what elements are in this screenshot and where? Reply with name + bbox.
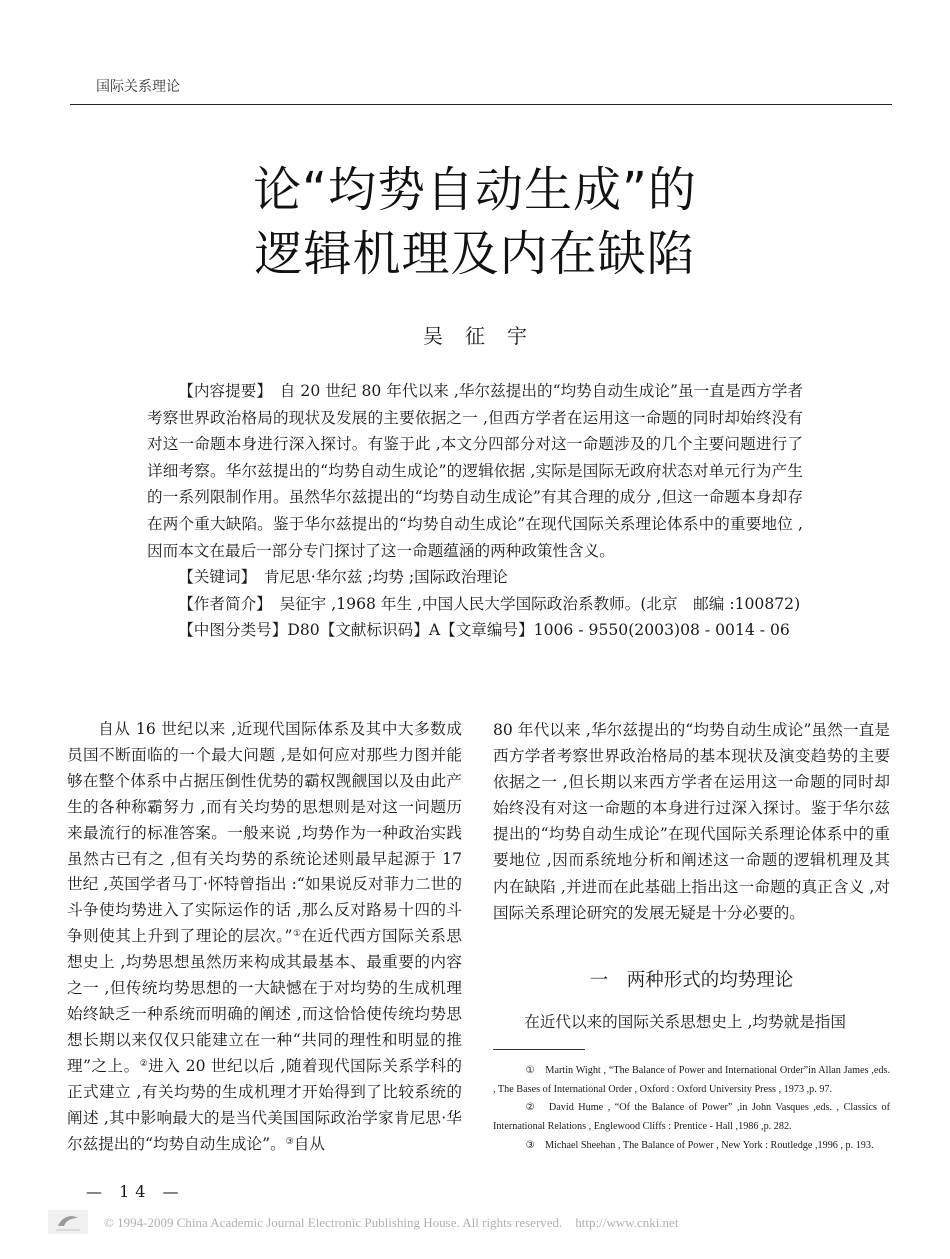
footnote-ref-2[interactable]: ② [139, 1058, 149, 1069]
intro-text-d: 自从 [293, 1134, 325, 1153]
footnote-ref-3[interactable]: ③ [285, 1136, 294, 1147]
abstract-text: 自 20 世纪 80 年代以来 ,华尔兹提出的“均势自动生成论”虽一直是西方学者考察世界政治格局的现状及发展的主要依据之一 ,但西方学者在运用这一命题的同时却始终没有对这一命题本身进行深入探讨。有鉴于此 ,本文分四部分对这一命题涉及的几个主要问题进行了详细考察。华尔兹提出的“均势自动生成论”的逻辑依据 ,实际是国际无政府状态对单元行为产生的一系列限制作用。虽然华尔兹提出的“均势自动生成论”有其合理的成分 ,但这一命题本身却存在两个重大缺陷。鉴于华尔兹提出的“均势自动生成论”在现代国际关系理论体系中的重要地位 ,因而本文在最后一部分专门探讨了这一命题蕴涵的两种政策性含义。 [147, 382, 803, 560]
page-number: — 14 — [86, 1182, 185, 1201]
section-paragraph: 在近代以来的国际关系思想史上 ,均势就是指国 [524, 1013, 846, 1031]
author-name: 吴征宇 [423, 324, 549, 348]
intro-paragraph [67, 717, 462, 1157]
footnote-3 [493, 1137, 890, 1156]
classification-line: 【中图分类号】D80【文献标识码】A【文章编号】1006 - 9550(2003)08 - 0014 - 06 [178, 621, 790, 640]
intro-text-b: 在近代西方国际关系思想史上 ,均势思想虽然历来构成其最基本、最重要的内容之一 ,但传统均势思想的一大缺憾在于对均势的生成机理始终缺乏一种系统而明确的阐述 ,而这恰恰使传统均势思想长期以来仅仅只能建立在一种“共同的理性和明显的推理”之上。 [67, 927, 462, 1075]
abstract-block [147, 378, 803, 644]
copyright-footer: © 1994-2009 China Academic Journal Electronic Publishing House. All rights reserved. http://www.cnki.net [104, 1215, 679, 1230]
continued-paragraph: 80 年代以来 ,华尔兹提出的“均势自动生成论”虽然一直是西方学者考察世界政治格局的基本现状及演变趋势的主要依据之一 ,但长期以来西方学者在运用这一命题的同时却始终没有对这一命题的本身进行过深入探讨。鉴于华尔兹提出的“均势自动生成论”在现代国际关系理论体系中的重要地位 ,因而系统地分析和阐述这一命题的逻辑机理及其内在缺陷 ,并进而在此基础上指出这一命题的真正含义 ,对国际关系理论研究的发展无疑是十分必要的。 [493, 721, 890, 922]
title-line-1: 论“均势自动生成”的 [253, 162, 697, 218]
intro-text-a: 自从 16 世纪以来 ,近现代国际体系及其中大多数成员国不断面临的一个最大问题 ,是如何应对那些力图并能够在整个体系中占据压倒性优势的霸权觊觎国以及由此产生的各种称霸努力 ,而有关均势的思想则是对这一问题历来最流行的标准答案。一般来说 ,均势作为一种政治实践虽然古已有之 ,但有关均势的系统论述则最早起源于 17 世纪 ,英国学者马丁·怀特曾指出 :“如果说反对菲力二世的斗争使均势进入了实际运作的话 ,那么反对路易十四的斗争则使其上升到了理论的层次。” [67, 720, 462, 946]
footnote-text-3: Michael Sheehan , The Balance of Power , New York : Routledge ,1996 , p. 193. [544, 1139, 874, 1151]
footnote-mark-1: ① [525, 1065, 535, 1076]
running-header: 国际关系理论 [96, 79, 180, 95]
footnote-text-2: David Hume , “Of the Balance of Power” ,in John Vasques ,eds. , Classics of International Relations , Englewood Cliffs : Prentice - Hall ,1986 ,p. 282. [493, 1102, 891, 1133]
keywords-line [147, 564, 803, 591]
author-intro-label: 【作者简介】 [178, 594, 264, 613]
footnote-mark-3: ③ [525, 1139, 535, 1151]
body-left-column [67, 717, 462, 1157]
abstract-label: 【内容提要】 [178, 382, 265, 400]
cnki-logo-icon [48, 1210, 88, 1234]
footnote-text-1: Martin Wight , “The Balance of Power and International Order”in Allan James ,eds. , The Bases of International Order , Oxford : Oxford University Press , 1973 ,p. 97. [493, 1065, 890, 1095]
title-line-2: 逻辑机理及内在缺陷 [254, 226, 696, 282]
footnote-rule [493, 1049, 585, 1050]
intro-text-c: 进入 20 世纪以后 ,随着现代国际关系学科的正式建立 ,有关均势的生成机理才开始得到了比较系统的阐述 ,其中影响最大的是当代美国国际政治学家肯尼思·华尔兹提出的“均势自动生成论”。 [67, 1056, 462, 1153]
article-title [0, 158, 950, 286]
keywords-text: 肯尼思·华尔兹 ;均势 ;国际政治理论 [263, 568, 508, 587]
abstract-paragraph [147, 378, 803, 564]
header-rule [70, 104, 892, 105]
footnote-1 [493, 1062, 890, 1099]
footnote-2 [493, 1099, 890, 1136]
author-intro-line [147, 591, 803, 618]
body-right-column [493, 717, 890, 926]
footnotes [493, 1062, 890, 1156]
footnote-ref-1[interactable]: ① [292, 929, 302, 940]
footnote-mark-2: ② [525, 1102, 537, 1114]
section-heading: 一 两种形式的均势理论 [589, 970, 794, 991]
author-intro-text: 吴征宇 ,1968 年生 ,中国人民大学国际政治系教师。(北京 邮编 :100872) [279, 594, 801, 613]
keywords-label: 【关键词】 [178, 568, 249, 587]
